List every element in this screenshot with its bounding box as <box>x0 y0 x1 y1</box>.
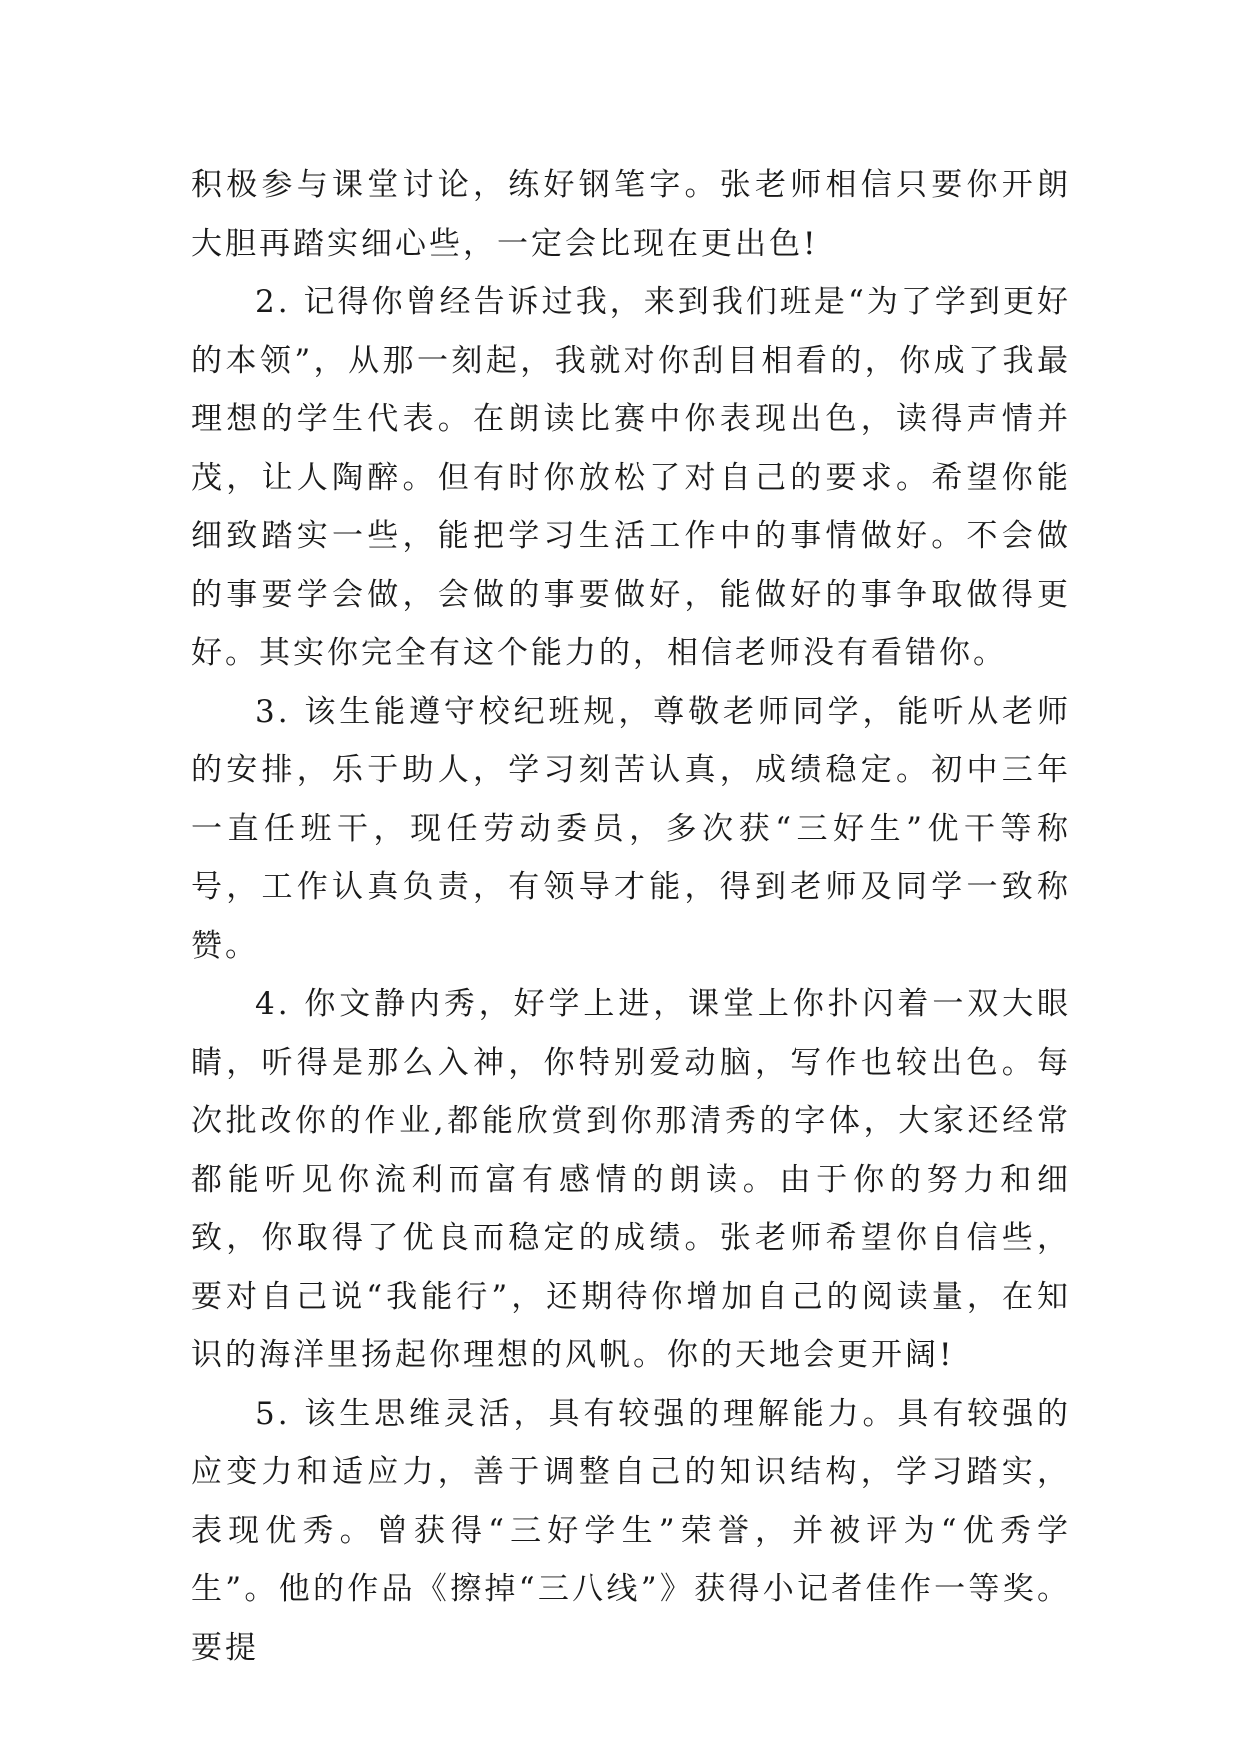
paragraph-comment-2: 2. 记得你曾经告诉过我，来到我们班是“为了学到更好的本领”，从那一刻起，我就对你刮目相看的，你成了我最理想的学生代表。在朗读比赛中你表现出色，读得声情并茂，让人陶醉。但有时你放松了对自己的要求。希望你能细致踏实一些，能把学习生活工作中的事情做好。不会做的事要学会做，会做的事要做好，能做好的事争取做得更好。其实你完全有这个能力的，相信老师没有看错你。 <box>191 284 1071 671</box>
paragraph-continued: 积极参与课堂讨论，练好钢笔字。张老师相信只要你开朗大胆再踏实细心些，一定会比现在更出色! <box>191 167 1071 262</box>
document-body <box>191 156 1071 1677</box>
paragraph-comment-3: 3. 该生能遵守校纪班规，尊敬老师同学，能听从老师的安排，乐于助人，学习刻苦认真，成绩稳定。初中三年一直任班干，现任劳动委员，多次获“三好生”优干等称号，工作认真负责，有领导才能，得到老师及同学一致称赞。 <box>191 693 1071 964</box>
paragraph-comment-5: 5. 该生思维灵活，具有较强的理解能力。具有较强的应变力和适应力，善于调整自己的知识结构，学习踏实，表现优秀。曾获得“三好学生”荣誉，并被评为“优秀学生”。他的作品《擦掉“三八线”》获得小记者佳作一等奖。要提 <box>191 1395 1071 1666</box>
paragraph-comment-4: 4. 你文静内秀，好学上进，课堂上你扑闪着一双大眼睛，听得是那么入神，你特别爱动脑，写作也较出色。每次批改你的作业,都能欣赏到你那清秀的字体，大家还经常都能听见你流利而富有感情的朗读。由于你的努力和细致，你取得了优良而稳定的成绩。张老师希望你自信些，要对自己说“我能行”，还期待你增加自己的阅读量，在知识的海洋里扬起你理想的风帆。你的天地会更开阔! <box>191 986 1071 1373</box>
